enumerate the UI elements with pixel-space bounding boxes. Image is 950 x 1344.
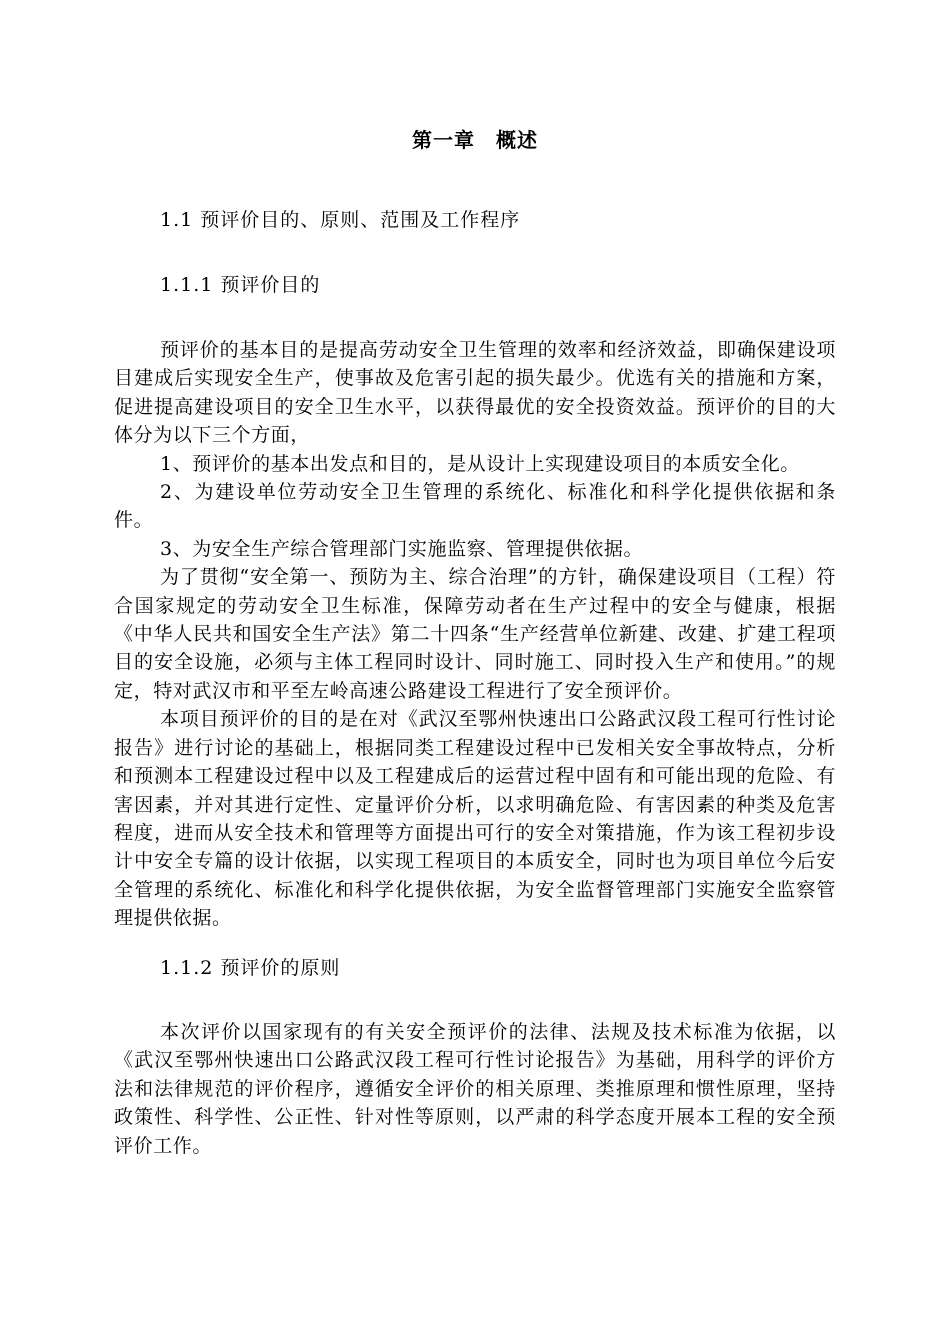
section-heading-1-1-1: 1.1.1 预评价目的 [160, 274, 321, 296]
paragraph: 为了贯彻“安全第一、预防为主、综合治理”的方针，确保建设项目（工程）符合国家规定的劳动安全卫生标准，保障劳动者在生产过程中的安全与健康，根据《中华人民共和国安全生产法》第二十四条“生产经营单位新建、改建、扩建工程项目的安全设施，必须与主体工程同时设计、同时施工、同时投入生产和使用。”的规定，特对武汉市和平至左岭高速公路建设工程进行了安全预评价。 [114, 566, 836, 702]
paragraph: 预评价的基本目的是提高劳动安全卫生管理的效率和经济效益，即确保建设项目建成后实现安全生产，使事故及危害引起的损失最少。优选有关的措施和方案，促进提高建设项目的安全卫生水平，以获得最优的安全投资效益。预评价的目的大体分为以下三个方面， [114, 339, 836, 447]
list-item: 3、为安全生产综合管理部门实施监察、管理提供依据。 [160, 537, 644, 560]
section-heading-1-1: 1.1 预评价目的、原则、范围及工作程序 [160, 209, 521, 231]
paragraph: 本次评价以国家现有的有关安全预评价的法律、法规及技术标准为依据，以《武汉至鄂州快速出口公路武汉段工程可行性讨论报告》为基础，用科学的评价方法和法律规范的评价程序，遵循安全评价的相关原理、类推原理和惯性原理，坚持政策性、科学性、公正性、针对性等原则，以严肃的科学态度开展本工程的安全预评价工作。 [114, 1021, 836, 1157]
purpose-section-body [114, 336, 836, 933]
list-item: 1、预评价的基本出发点和目的，是从设计上实现建设项目的本质安全化。 [160, 452, 800, 475]
paragraph: 本项目预评价的目的是在对《武汉至鄂州快速出口公路武汉段工程可行性讨论报告》进行讨论的基础上，根据同类工程建设过程中已发相关安全事故特点，分析和预测本工程建设过程中以及工程建成后的运营过程中固有和可能出现的危险、有害因素，并对其进行定性、定量评价分析，以求明确危险、有害因素的种类及危害程度，进而从安全技术和管理等方面提出可行的安全对策措施，作为该工程初步设计中安全专篇的设计依据，以实现工程项目的本质安全，同时也为项目单位今后安全管理的系统化、标准化和科学化提供依据，为安全监督管理部门实施安全监察管理提供依据。 [114, 708, 836, 930]
list-item: 2、为建设单位劳动安全卫生管理的系统化、标准化和科学化提供依据和条件。 [114, 481, 836, 532]
principle-section-body [114, 1018, 836, 1160]
chapter-title: 第一章 概述 [412, 128, 538, 152]
section-heading-1-1-2: 1.1.2 预评价的原则 [160, 957, 341, 979]
